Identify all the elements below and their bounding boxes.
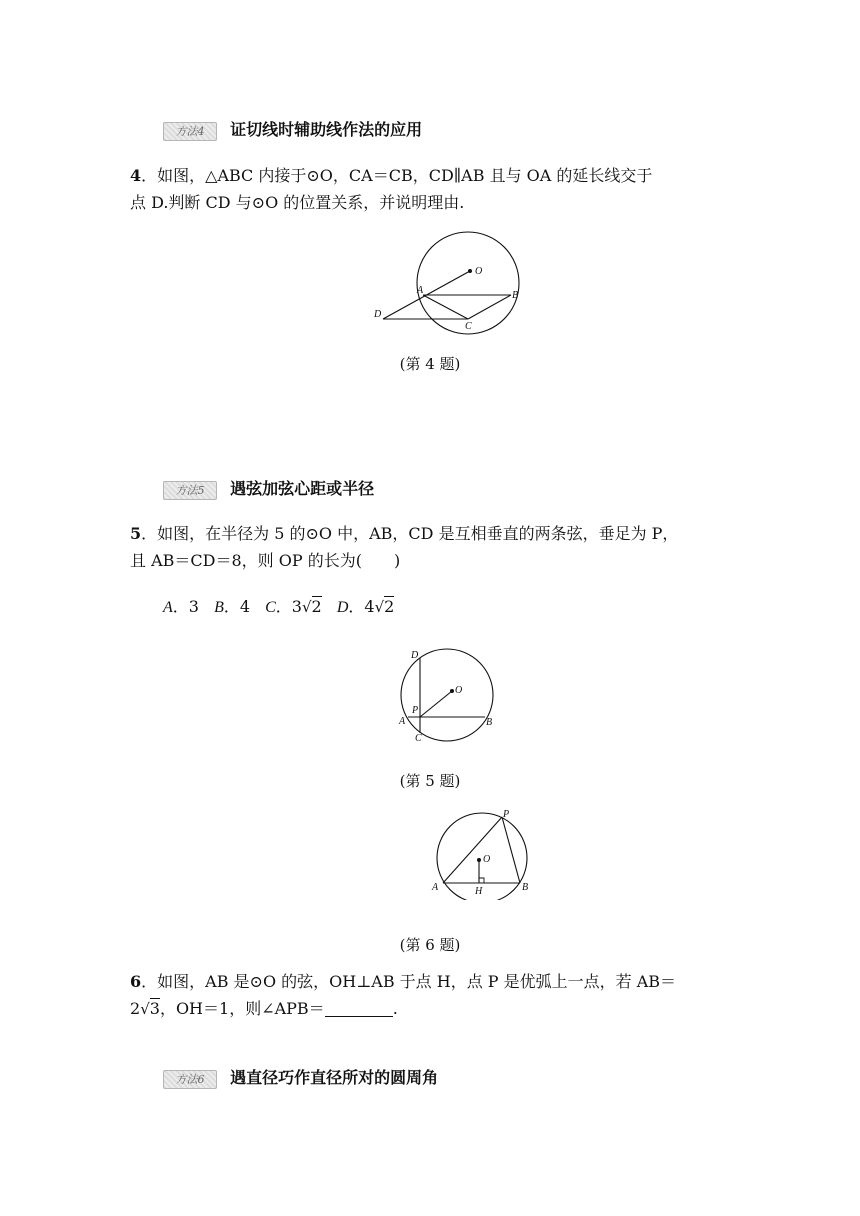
radicand: 2 bbox=[384, 597, 395, 616]
text-fragment: . bbox=[392, 999, 398, 1018]
label-a: A bbox=[432, 882, 439, 893]
radicand: 2 bbox=[311, 597, 322, 616]
problem-line bbox=[130, 995, 730, 1023]
radicand: 3 bbox=[149, 999, 160, 1018]
sqrt-sign: √ bbox=[301, 598, 312, 616]
chord-bc bbox=[468, 295, 511, 319]
method-tag: 方法4 bbox=[163, 122, 217, 141]
problem-line: 且 AB＝CD＝8，则 OP 的长为( ) bbox=[130, 551, 401, 570]
figure-4-caption: (第 4 题) bbox=[399, 355, 461, 373]
segment-op bbox=[420, 691, 452, 717]
method-6-header bbox=[163, 1065, 438, 1089]
problem-number: 6 bbox=[130, 972, 142, 991]
section-heading: 证切线时辅助线作法的应用 bbox=[230, 120, 423, 139]
sqrt-sign: √ bbox=[374, 598, 385, 616]
method-tag: 方法6 bbox=[163, 1070, 217, 1089]
problem-number: 5 bbox=[130, 524, 142, 543]
chord-ap bbox=[443, 817, 502, 883]
section-heading: 遇直径巧作直径所对的圆周角 bbox=[230, 1068, 439, 1087]
problem-line: 点 D.判断 CD 与⊙O 的位置关系，并说明理由. bbox=[130, 193, 465, 212]
label-a: A bbox=[417, 285, 424, 296]
problem-line: ．如图，在半径为 5 的⊙O 中，AB，CD 是互相垂直的两条弦，垂足为 P， bbox=[141, 524, 679, 543]
text-fragment: 2 bbox=[130, 999, 141, 1018]
label-o: O bbox=[483, 854, 491, 865]
right-angle-mark bbox=[479, 878, 484, 883]
figure-6-caption: (第 6 题) bbox=[399, 936, 461, 954]
label-o: O bbox=[455, 685, 463, 696]
figure-5-caption: (第 5 题) bbox=[399, 772, 461, 790]
chord-bp bbox=[502, 817, 520, 883]
problem-number: 4 bbox=[130, 166, 142, 185]
center-dot bbox=[477, 858, 481, 862]
center-dot bbox=[468, 269, 472, 273]
method-5-header bbox=[163, 476, 374, 500]
option-a[interactable]: A．3 bbox=[163, 597, 199, 616]
label-d: D bbox=[374, 309, 382, 320]
center-dot bbox=[450, 689, 454, 693]
method-tag: 方法5 bbox=[163, 481, 217, 500]
option-c[interactable]: C．3√2 bbox=[265, 597, 322, 616]
text-fragment: ，OH＝1，则∠APB＝ bbox=[159, 999, 325, 1018]
method-4-header bbox=[163, 117, 422, 141]
problem-4-text bbox=[130, 162, 730, 216]
label-a: A bbox=[399, 716, 406, 727]
label-c: C bbox=[465, 321, 472, 332]
answer-blank[interactable] bbox=[325, 1000, 393, 1017]
label-o: O bbox=[475, 266, 483, 277]
chord-ac bbox=[423, 295, 468, 319]
label-b: B bbox=[522, 882, 529, 893]
label-p: P bbox=[412, 705, 419, 716]
label-d: D bbox=[411, 650, 419, 661]
label-b: B bbox=[486, 717, 493, 728]
option-d[interactable]: D．4√2 bbox=[336, 597, 395, 616]
label-h: H bbox=[475, 886, 483, 897]
label-p: P bbox=[503, 809, 510, 820]
figure-6 bbox=[427, 808, 539, 900]
figure-4 bbox=[370, 228, 530, 336]
option-b[interactable]: B．4 bbox=[214, 597, 251, 616]
problem-line: ．如图，AB 是⊙O 的弦，OH⊥AB 于点 H，点 P 是优弧上一点，若 AB＝ bbox=[141, 972, 677, 991]
figure-5 bbox=[395, 645, 505, 745]
label-b: B bbox=[512, 290, 519, 301]
problem-line: ．如图，△ABC 内接于⊙O，CA＝CB，CD∥AB 且与 OA 的延长线交于 bbox=[141, 166, 653, 185]
sqrt-sign: √ bbox=[140, 1000, 150, 1018]
answer-options bbox=[163, 594, 394, 617]
label-c: C bbox=[415, 733, 422, 744]
section-heading: 遇弦加弦心距或半径 bbox=[230, 479, 375, 498]
problem-5-text bbox=[130, 520, 730, 574]
problem-6-text bbox=[130, 968, 730, 1023]
